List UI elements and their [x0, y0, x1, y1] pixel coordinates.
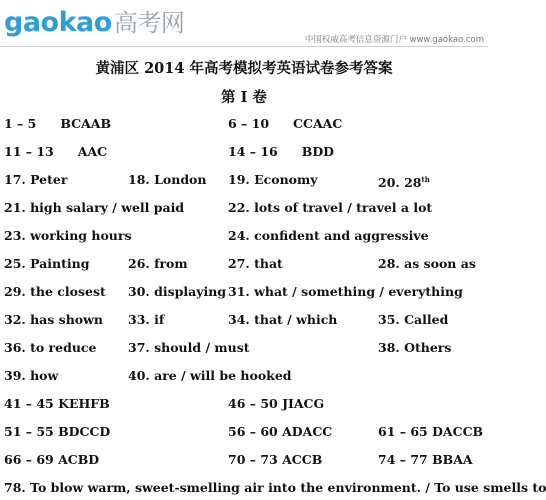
answer-item: 30. displaying: [128, 284, 227, 299]
answer-row: [0, 310, 488, 330]
answer-item: 70 – 73 ACCB: [228, 452, 323, 467]
header-divider: [0, 46, 488, 47]
answer-row: [0, 226, 488, 246]
answer-item: 32. has shown: [4, 312, 103, 327]
answer-item: 41 – 45 KEHFB: [4, 396, 110, 411]
answer-item: 25. Painting: [4, 256, 90, 271]
answer-item: 51 – 55 BDCCD: [4, 424, 111, 439]
answer-item: 18. London: [128, 172, 207, 187]
answer-row: [0, 142, 488, 162]
answer-item: 61 – 65 DACCB: [378, 424, 484, 439]
answer-row: [0, 114, 488, 134]
section-title: 第 I 卷: [221, 89, 267, 106]
answer-item: 78. To blow warm, sweet-smelling air into the environment. / To use smells to: [4, 480, 546, 495]
answer-item: 36. to reduce: [4, 340, 97, 355]
answer-item: 29. the closest: [4, 284, 106, 299]
answer-row: [0, 394, 488, 414]
answer-item: 24. confident and aggressive: [228, 228, 429, 243]
answer-item: 34. that / which: [228, 312, 338, 327]
answer-item: 27. that: [228, 256, 283, 271]
answer-item: 31. what / something / everything: [228, 284, 463, 299]
answer-item: 21. high salary / well paid: [4, 200, 185, 215]
answer-row: [0, 338, 488, 358]
answer-item: 14 – 16 BDD: [228, 144, 334, 159]
answer-row: [0, 198, 488, 218]
answer-item: 28. as soon as: [378, 256, 476, 271]
answer-item: 1 – 5 BCAAB: [4, 116, 112, 131]
answer-item: 40. are / will be hooked: [128, 368, 292, 383]
answer-row: [0, 422, 488, 442]
answer-item: 37. should / must: [128, 340, 250, 355]
answer-item: 35. Called: [378, 312, 449, 327]
answer-item: 23. working hours: [4, 228, 132, 243]
answer-row: [0, 366, 488, 386]
answer-item: 33. if: [128, 312, 165, 327]
answer-row: [0, 254, 488, 274]
answer-item: 6 – 10 CCAAC: [228, 116, 343, 131]
answer-row: [0, 450, 488, 470]
gaokao-logo[interactable]: [4, 8, 184, 38]
answer-item: 38. Others: [378, 340, 452, 355]
answer-item: 39. how: [4, 368, 59, 383]
answer-item: 74 – 77 BBAA: [378, 452, 473, 467]
answer-item: 17. Peter: [4, 172, 68, 187]
site-tagline: 中国权威高考信息资源门户 www.gaokao.com: [304, 35, 484, 45]
answer-row: [0, 478, 546, 498]
logo-latin: gaokao: [4, 7, 112, 38]
answer-row: [0, 170, 488, 190]
answer-item: 26. from: [128, 256, 188, 271]
answer-item: 56 – 60 ADACC: [228, 424, 333, 439]
answer-item: 19. Economy: [228, 172, 318, 187]
answer-item: 22. lots of travel / travel a lot: [228, 200, 433, 215]
logo-cn: 高考网: [113, 9, 185, 37]
answer-item: 46 – 50 JIACG: [228, 396, 325, 411]
answer-row: [0, 282, 488, 302]
answer-item: 11 – 13 AAC: [4, 144, 108, 159]
site-header: [0, 0, 488, 46]
document-title: 黄浦区 2014 年高考模拟考英语试卷参考答案: [95, 60, 393, 77]
answer-item: 66 – 69 ACBD: [4, 452, 100, 467]
answer-item: 20. 28th: [378, 175, 430, 191]
